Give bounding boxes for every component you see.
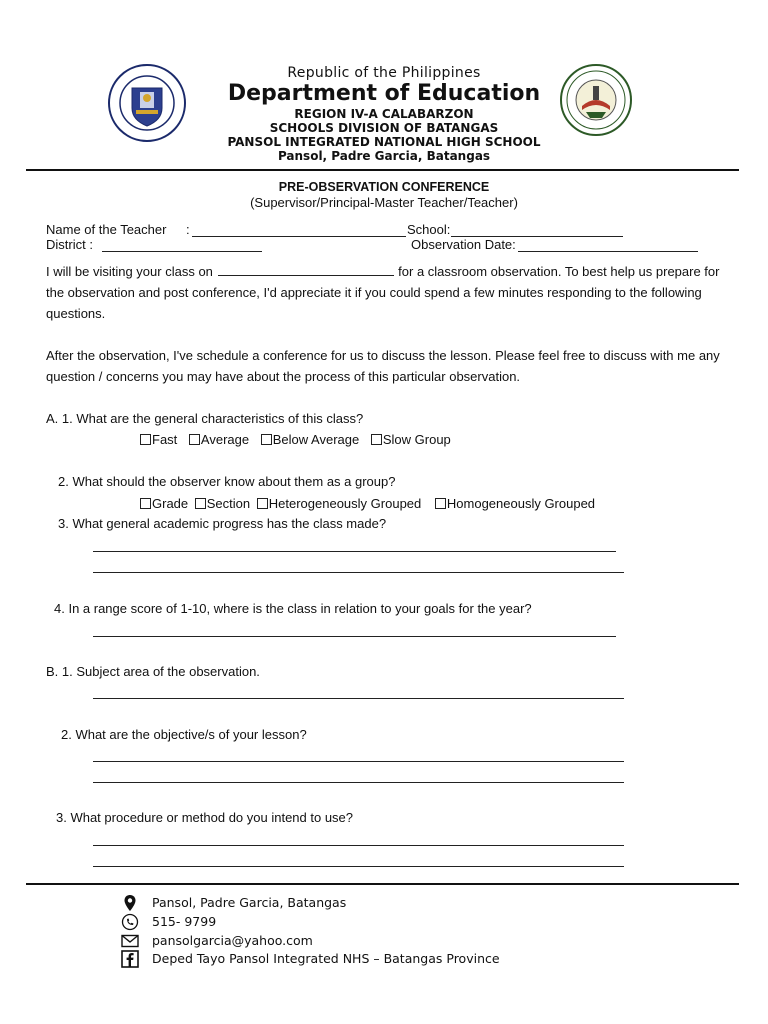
district-label: District : (46, 237, 93, 252)
option-slow-group[interactable]: Slow Group (371, 432, 451, 447)
header-region: REGION IV-A CALABARZON (294, 107, 474, 121)
facebook-icon (121, 950, 139, 968)
checkbox[interactable] (371, 434, 382, 445)
envelope-icon (121, 932, 139, 950)
option-below-average[interactable]: Below Average (261, 432, 360, 447)
answer-line[interactable] (93, 551, 616, 552)
header-division: SCHOOLS DIVISION OF BATANGAS (269, 121, 499, 135)
footer-divider (26, 883, 739, 885)
checkbox[interactable] (261, 434, 272, 445)
checkbox[interactable] (435, 498, 446, 509)
footer-facebook: Deped Tayo Pansol Integrated NHS – Batangas Province (152, 951, 500, 966)
answer-line[interactable] (93, 698, 624, 699)
question-a1: A. 1. What are the general characteristics of this class? (46, 411, 364, 426)
question-b1: B. 1. Subject area of the observation. (46, 664, 260, 679)
answer-line[interactable] (93, 636, 616, 637)
intro-paragraph (46, 261, 726, 324)
location-pin-icon (121, 894, 139, 912)
answer-line[interactable] (93, 866, 624, 867)
checkbox[interactable] (195, 498, 206, 509)
footer-address: Pansol, Padre Garcia, Batangas (152, 895, 347, 910)
header-school: PANSOL INTEGRATED NATIONAL HIGH SCHOOL (227, 135, 541, 149)
observation-date-label: Observation Date: (411, 237, 516, 252)
school-label: School: (407, 222, 451, 237)
options-a1 (140, 432, 459, 447)
footer-phone: 515- 9799 (152, 914, 217, 929)
option-grade[interactable]: Grade (140, 496, 188, 511)
teacher-colon: : (186, 222, 190, 237)
checkbox[interactable] (140, 434, 151, 445)
intro-text-end: for a classroom observation. To best help us prepare for the observation and post conference, I'd appreciate it if you could spend a few minutes responding to the following questions. (46, 264, 720, 321)
visit-date-field[interactable] (218, 263, 394, 276)
question-b3: 3. What procedure or method do you intend to use? (56, 810, 354, 825)
header-divider (26, 169, 739, 171)
header-republic: Republic of the Philippines (287, 65, 481, 81)
header-department: Department of Education (227, 81, 541, 106)
observation-date-field[interactable] (518, 251, 698, 252)
teacher-label: Name of the Teacher (46, 222, 167, 237)
option-fast[interactable]: Fast (140, 432, 177, 447)
form-subtitle: (Supervisor/Principal-Master Teacher/Teacher) (250, 195, 518, 210)
answer-line[interactable] (93, 782, 624, 783)
phone-icon (121, 913, 139, 931)
option-homogeneously-grouped[interactable]: Homogeneously Grouped (435, 496, 595, 511)
answer-line[interactable] (93, 845, 624, 846)
options-a2 (140, 496, 603, 511)
teacher-name-field[interactable] (192, 236, 406, 237)
intro-text-start: I will be visiting your class on (46, 264, 213, 279)
question-a2: 2. What should the observer know about them as a group? (58, 474, 396, 489)
checkbox[interactable] (257, 498, 268, 509)
answer-line[interactable] (93, 572, 624, 573)
header-address: Pansol, Padre Garcia, Batangas (277, 149, 491, 163)
conference-paragraph: After the observation, I've schedule a conference for us to discuss the lesson. Please feel free to discuss with me any question / concerns you may have about the process of this particular observation. (46, 348, 720, 384)
checkbox[interactable] (140, 498, 151, 509)
form-title: PRE-OBSERVATION CONFERENCE (278, 180, 490, 194)
option-average[interactable]: Average (189, 432, 249, 447)
question-a3: 3. What general academic progress has the class made? (58, 516, 387, 531)
checkbox[interactable] (189, 434, 200, 445)
option-section[interactable]: Section (195, 496, 250, 511)
option-heterogeneously-grouped[interactable]: Heterogeneously Grouped (257, 496, 422, 511)
footer-email: pansolgarcia@yahoo.com (152, 933, 313, 948)
question-a4: 4. In a range score of 1-10, where is the class in relation to your goals for the year? (54, 601, 532, 616)
question-b2: 2. What are the objective/s of your lesson? (61, 727, 307, 742)
district-field[interactable] (102, 251, 262, 252)
answer-line[interactable] (93, 761, 624, 762)
